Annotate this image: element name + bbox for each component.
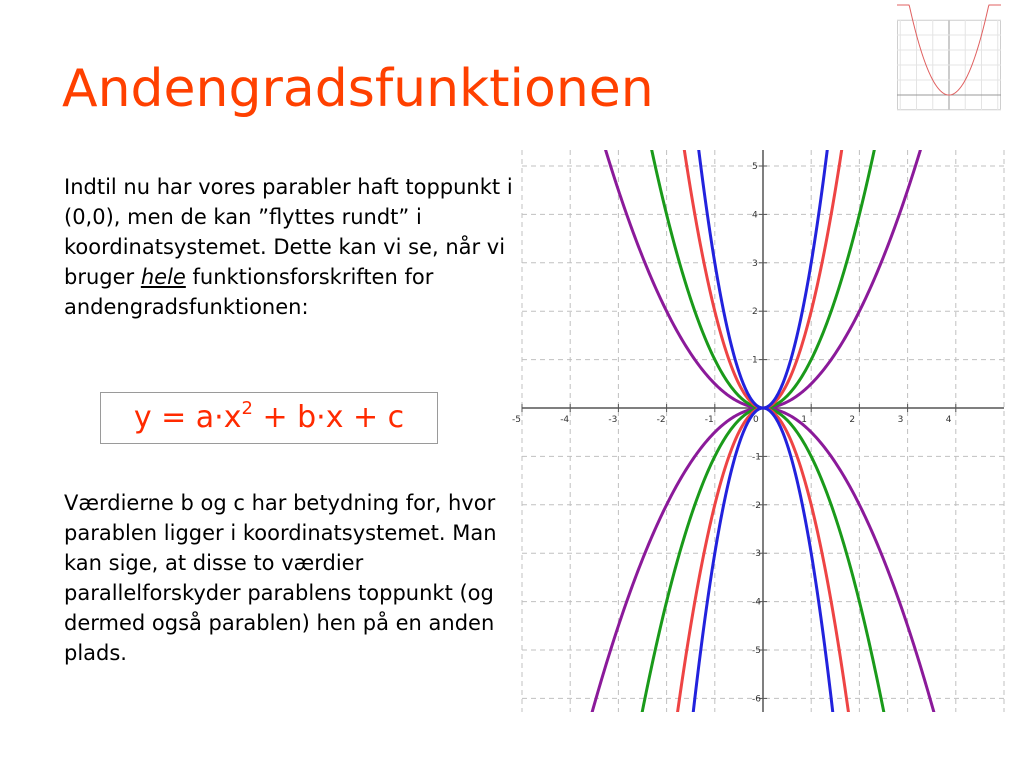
explanation-paragraph: Værdierne b og c har betydning for, hvor parablen ligger i koordinatsystemet. Man kan sige, at disse to værdier parallelforskyder parablens toppunkt (og dermed også parablen) hen på en anden plads. <box>64 491 497 665</box>
intro-paragraph <box>64 172 524 322</box>
y-tick-label: 5 <box>752 162 758 172</box>
y-tick-label: -2 <box>752 500 761 511</box>
x-tick-label: 0 <box>753 415 759 425</box>
x-tick-label: -4 <box>560 415 570 425</box>
parabola-graph <box>512 150 1004 712</box>
y-tick-label: 3 <box>752 258 758 269</box>
x-tick-label: 4 <box>945 415 952 425</box>
x-tick-label: 1 <box>801 415 807 425</box>
x-tick-label: -5 <box>512 415 521 425</box>
formula-part1: y = a·x <box>133 400 242 435</box>
x-tick-label: 2 <box>849 415 856 425</box>
intro-text: Indtil nu har vores parabler haft toppunkt i (0,0), men de kan ”flyttes rundt” i koordinatsystemet. Dette kan vi se, når vi bruger <box>64 175 513 289</box>
formula-box <box>100 392 438 444</box>
emphasized-word: hele <box>140 265 186 289</box>
y-tick-label: 2 <box>752 307 758 318</box>
y-tick-label: 1 <box>752 355 758 366</box>
y-tick-label: 4 <box>752 210 758 221</box>
y-tick-label: -1 <box>752 452 761 463</box>
x-tick-label: -1 <box>704 415 714 425</box>
formula-exponent: 2 <box>241 398 253 419</box>
y-tick-label: -6 <box>752 694 761 705</box>
y-tick-label: -5 <box>752 646 761 656</box>
x-tick-label: 3 <box>897 415 904 425</box>
intro-text-end: funktionsforskriften for andengradsfunktionen: <box>64 265 434 319</box>
x-tick-label: -2 <box>656 415 666 425</box>
x-tick-label: -3 <box>608 415 618 425</box>
parabola-thumbnail <box>897 20 1001 110</box>
y-tick-label: -3 <box>752 549 761 560</box>
y-tick-label: -4 <box>752 597 761 608</box>
slide-title: Andengradsfunktionen <box>62 59 654 119</box>
formula-part2: + b·x + c <box>252 400 405 435</box>
